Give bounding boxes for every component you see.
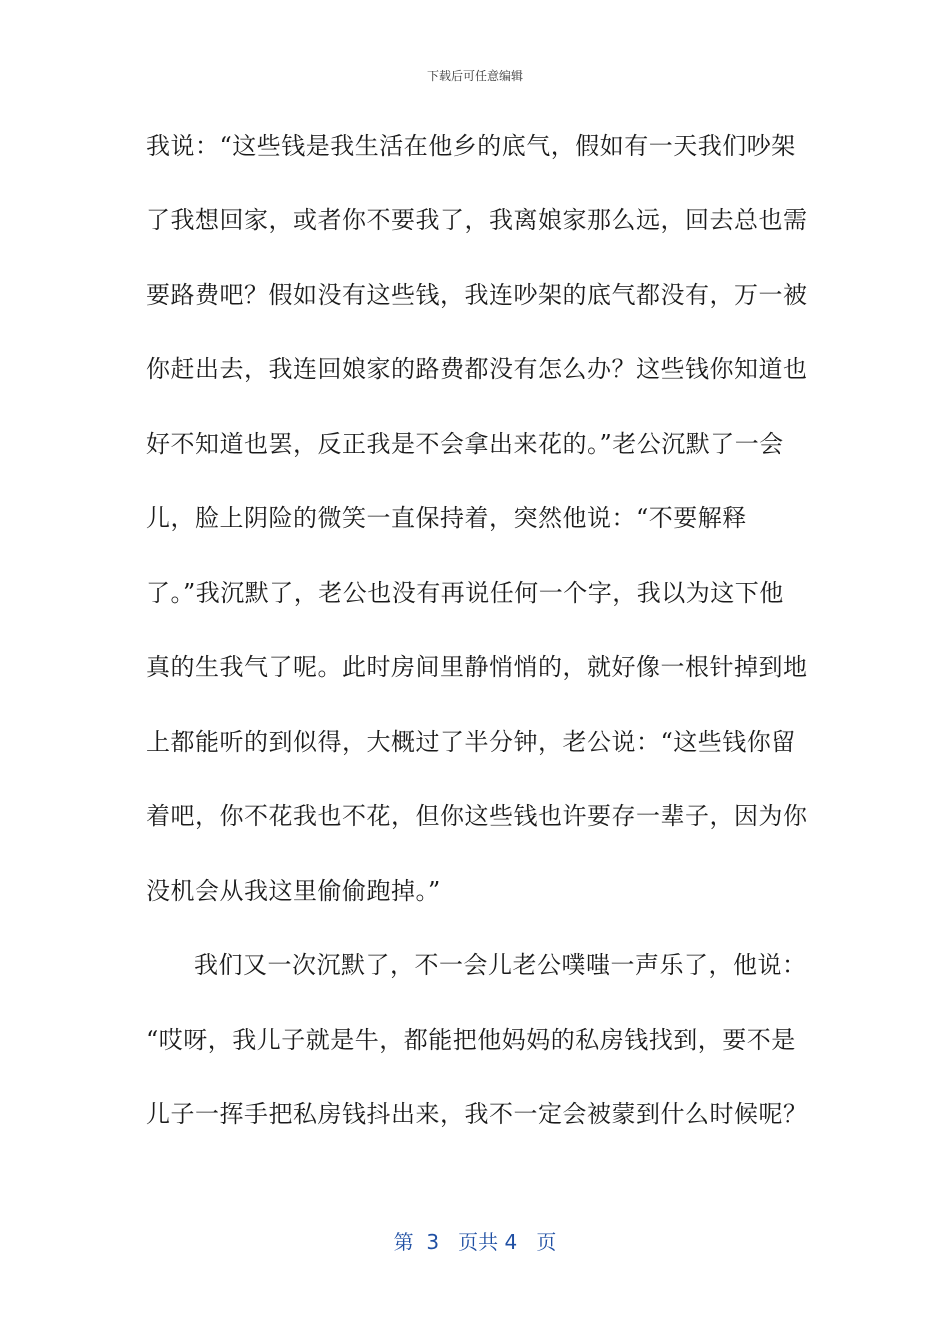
page-header: 下载后可任意编辑 — [426, 69, 523, 83]
body-line-3: 要路费吧？假如没有这些钱，我连吵架的底气都没有，万一被 — [146, 281, 808, 309]
body-line-2: 了我想回家，或者你不要我了，我离娘家那么远，回去总也需 — [146, 206, 808, 234]
body-line-11: 没机会从我这里偷偷跑掉。” — [146, 877, 441, 905]
body-line-6: 儿，脸上阴险的微笑一直保持着，突然他说：“不要解释 — [146, 504, 747, 532]
body-line-10: 着吧，你不花我也不花，但你这些钱也许要存一辈子，因为你 — [146, 802, 808, 830]
page-footer: 第 3 页共 4 页 — [393, 1230, 557, 1254]
body-line-12: 我们又一次沉默了，不一会儿老公噗嗤一声乐了，他说： — [194, 951, 807, 979]
body-line-7: 了。”我沉默了，老公也没有再说任何一个字，我以为这下他 — [146, 579, 784, 607]
body-line-14: 儿子一挥手把私房钱抖出来，我不一定会被蒙到什么时候呢？ — [146, 1100, 808, 1128]
body-line-5: 好不知道也罢，反正我是不会拿出来花的。”老公沉默了一会 — [146, 430, 784, 458]
body-line-13: “哎呀，我儿子就是牛，都能把他妈妈的私房钱找到，要不是 — [146, 1026, 796, 1054]
body-line-1: 我说：“这些钱是我生活在他乡的底气，假如有一天我们吵架 — [146, 132, 796, 160]
body-line-8: 真的生我气了呢。此时房间里静悄悄的，就好像一根针掉到地 — [146, 653, 808, 681]
body-line-4: 你赶出去，我连回娘家的路费都没有怎么办？这些钱你知道也 — [146, 355, 808, 383]
body-line-9: 上都能听的到似得，大概过了半分钟，老公说：“这些钱你留 — [146, 728, 796, 756]
